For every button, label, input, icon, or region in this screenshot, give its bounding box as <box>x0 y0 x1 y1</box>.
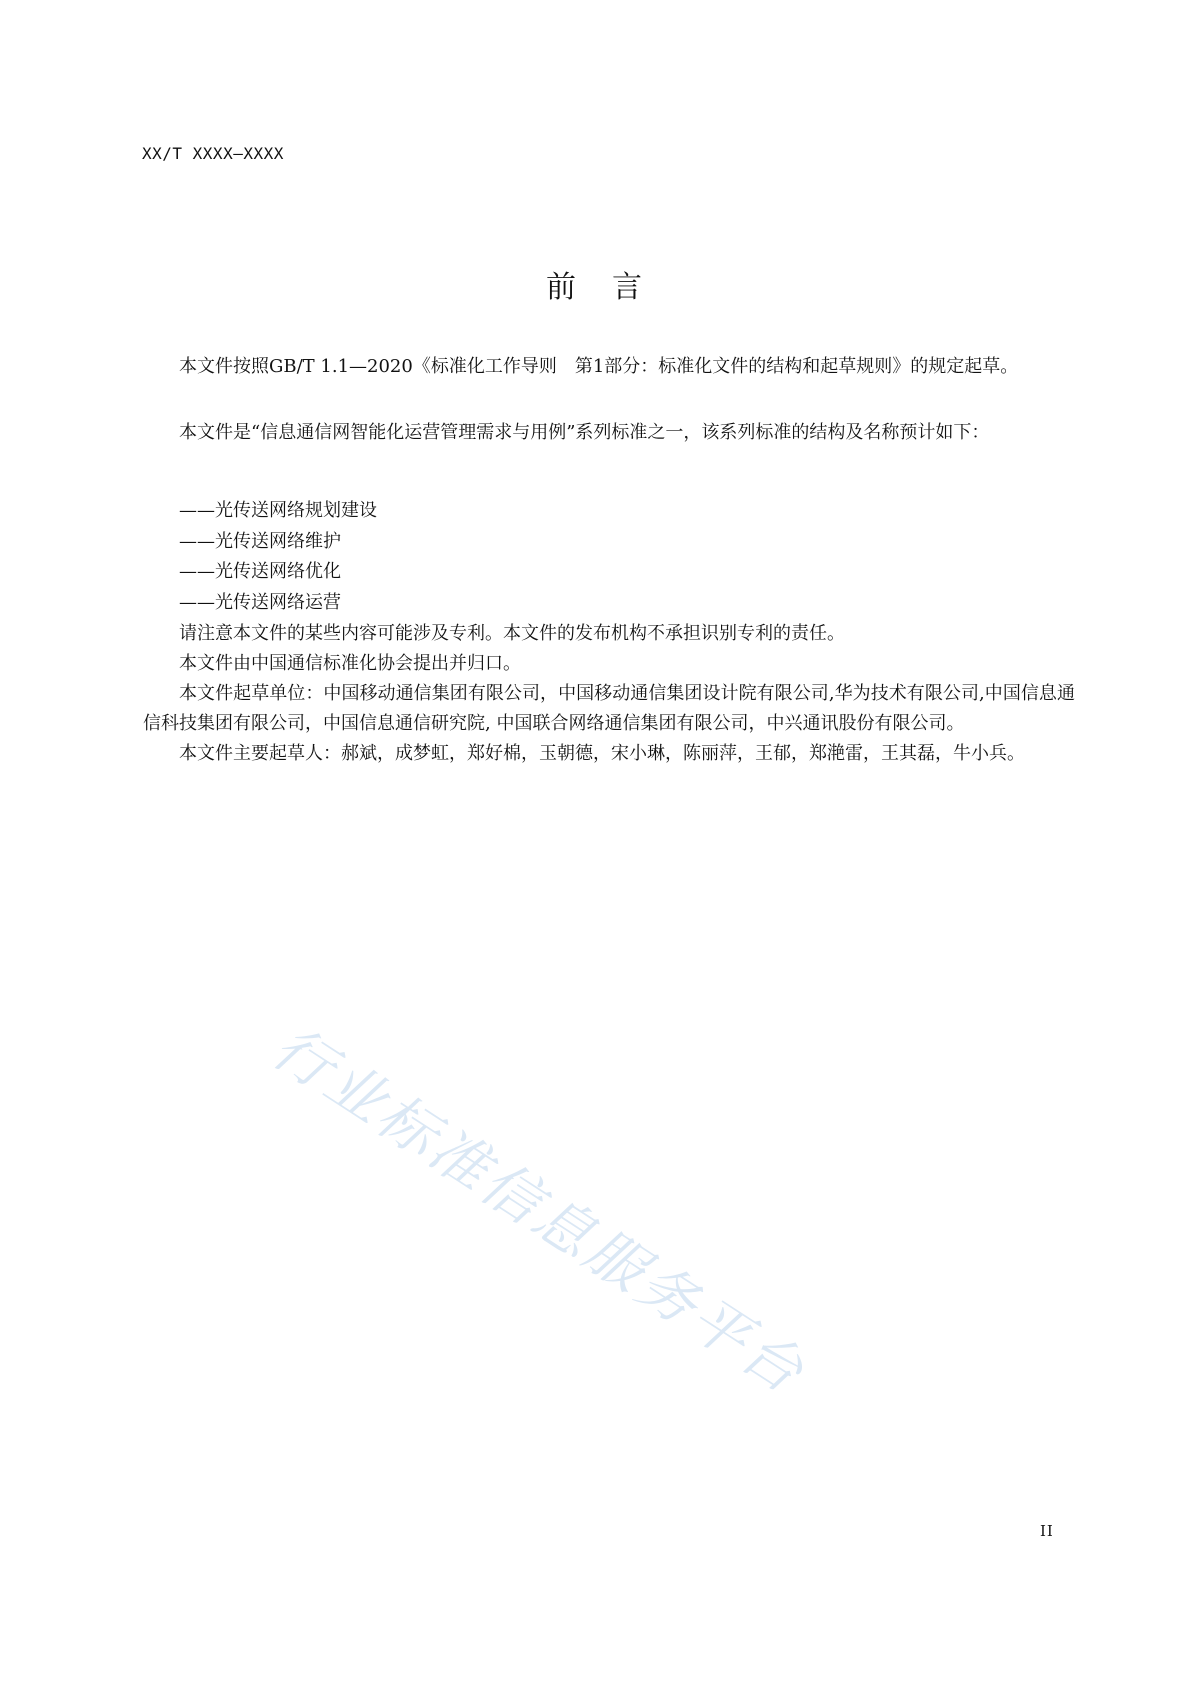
paragraph-drafters: 本文件主要起草人：郝斌，成梦虹，郑好棉，玉朝德，宋小琳，陈丽萍，王郁，郑滟雷，王其磊，牛小兵。 <box>179 743 1025 764</box>
list-item: ——光传送网络维护 <box>179 530 341 552</box>
title-char-2: 言 <box>612 270 644 305</box>
series-list <box>143 496 1075 618</box>
title-char-1: 前 <box>546 270 578 305</box>
list-item: ——光传送网络运营 <box>179 591 341 613</box>
document-code: XX/T XXXX—XXXX <box>142 144 284 163</box>
list-item: ——光传送网络规划建设 <box>179 500 377 521</box>
paragraph-series-intro: 本文件是“信息通信网智能化运营管理需求与用例”系列标准之一，该系列标准的结构及名称预计如下： <box>179 422 990 443</box>
paragraph-proposer: 本文件由中国通信标准化协会提出并归口。 <box>179 653 521 674</box>
paragraph-drafting-units: 本文件起草单位：中国移动通信集团有限公司，中国移动通信集团设计院有限公司,华为技术有限公司,中国信息通信科技集团有限公司，中国信息通信研究院, 中国联合网络通信集团有限公司，中兴通讯股份有限公司。 <box>143 683 1075 734</box>
paragraph-patent-notice: 请注意本文件的某些内容可能涉及专利。本文件的发布机构不承担识别专利的责任。 <box>179 623 845 644</box>
watermark: 行业标准信息服务平台 <box>260 1012 818 1408</box>
page-title <box>0 268 1190 308</box>
list-item: ——光传送网络优化 <box>179 561 341 582</box>
paragraph-group <box>143 619 1075 769</box>
paragraph-drafting-rules: 本文件按照GB/T 1.1—2020《标准化工作导则 第1部分：标准化文件的结构和起草规则》的规定起草。 <box>179 356 1019 377</box>
page-number: II <box>1040 1522 1054 1540</box>
